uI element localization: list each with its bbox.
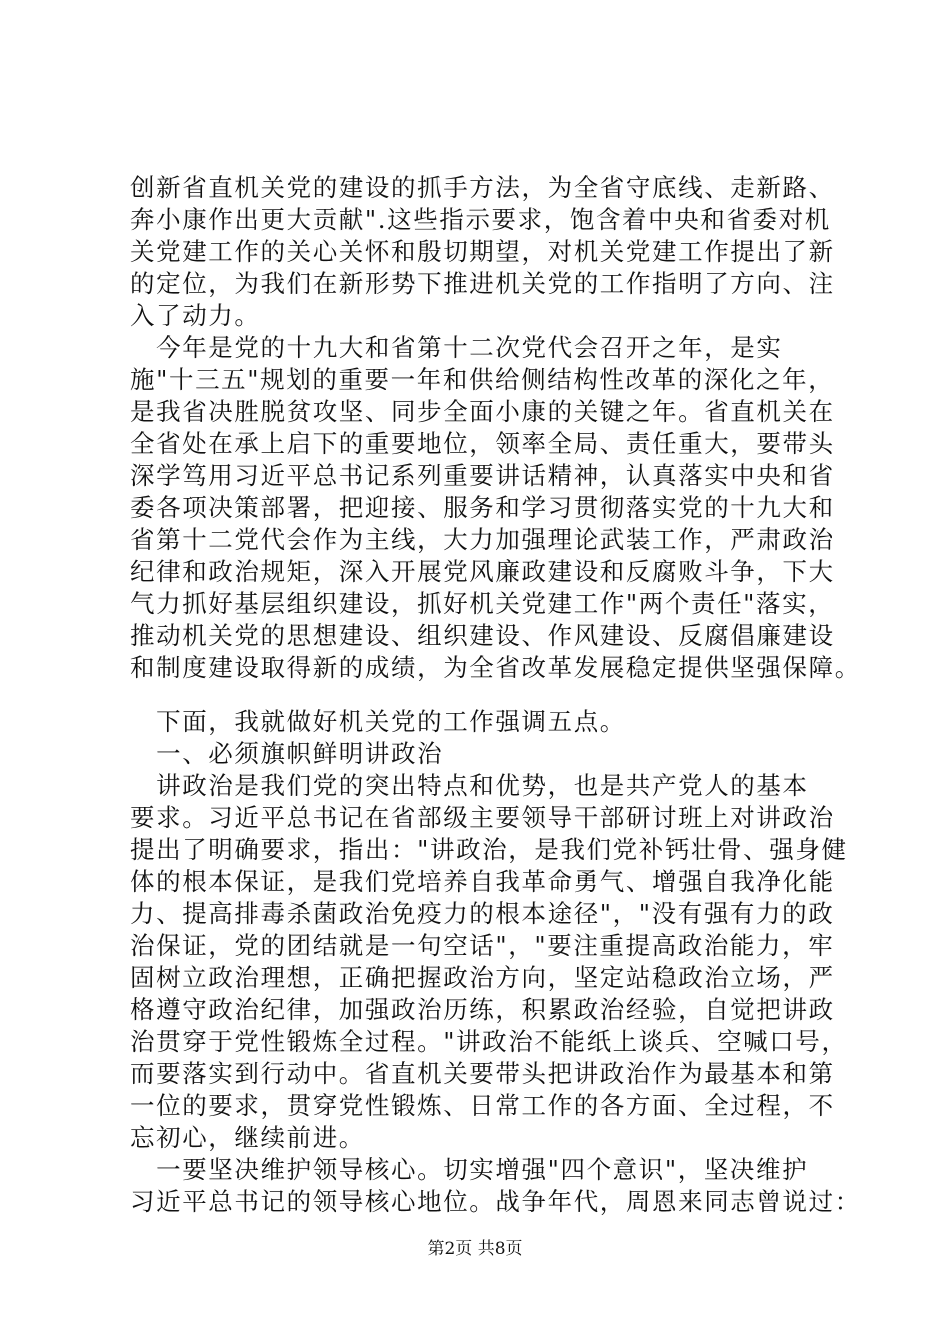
text-line: 委各项决策部署，把迎接、服务和学习贯彻落实党的十九大和 (130, 493, 835, 522)
text-line: 省第十二党代会作为主线，大力加强理论武装工作，严肃政治 (130, 525, 835, 554)
text-line: 治贯穿于党性锻炼全过程。"讲政治不能纸上谈兵、空喊口号， (130, 1027, 848, 1056)
text-line: 奔小康作出更大贡献".这些指示要求，饱含着中央和省委对机 (130, 205, 831, 234)
text-line: 力、提高排毒杀菌政治免疫力的根本途径"，"没有强有力的政 (130, 899, 835, 928)
text-line: 一位的要求，贯穿党性锻炼、日常工作的各方面、全过程，不 (130, 1091, 835, 1120)
text-line: 是我省决胜脱贫攻坚、同步全面小康的关键之年。省直机关在 (130, 397, 835, 426)
document-body (130, 172, 861, 1218)
text-line: 讲政治是我们党的突出特点和优势，也是共产党人的基本 (130, 771, 809, 800)
text-line: 入了动力。 (130, 301, 261, 330)
text-line: 推动机关党的思想建设、组织建设、作风建设、反腐倡廉建设 (130, 621, 835, 650)
text-line: 一要坚决维护领导核心。切实增强"四个意识"，坚决维护 (130, 1155, 809, 1184)
text-line: 要求。习近平总书记在省部级主要领导干部研讨班上对讲政治 (130, 803, 835, 832)
text-line: 今年是党的十九大和省第十二次党代会召开之年，是实 (130, 333, 783, 362)
text-line: 创新省直机关党的建设的抓手方法，为全省守底线、走新路、 (130, 173, 835, 202)
section-heading: 一、必须旗帜鲜明讲政治 (130, 739, 444, 768)
text-line: 格遵守政治纪律，加强政治历练，积累政治经验，自觉把讲政 (130, 995, 835, 1024)
text-line: 关党建工作的关心关怀和殷切期望，对机关党建工作提出了新 (130, 237, 835, 266)
text-line: 纪律和政治规矩，深入开展党风廉政建设和反腐败斗争，下大 (130, 557, 835, 586)
text-line: 而要落实到行动中。省直机关要带头把讲政治作为最基本和第 (130, 1059, 835, 1088)
text-line: 和制度建设取得新的成绩，为全省改革发展稳定提供坚强保障。 (130, 653, 861, 682)
page-number-footer: 第2页 共8页 (427, 1239, 523, 1259)
text-line: 忘初心，继续前进。 (130, 1123, 365, 1152)
text-line: 下面，我就做好机关党的工作强调五点。 (130, 707, 626, 736)
text-line: 提出了明确要求，指出："讲政治，是我们党补钙壮骨、强身健 (130, 835, 848, 864)
paragraph-gap (130, 684, 850, 706)
text-line: 的定位，为我们在新形势下推进机关党的工作指明了方向、注 (130, 269, 835, 298)
text-line: 习近平总书记的领导核心地位。战争年代，周恩来同志曾说过： (130, 1187, 861, 1216)
text-line: 固树立政治理想，正确把握政治方向，坚定站稳政治立场，严 (130, 963, 835, 992)
text-line: 深学笃用习近平总书记系列重要讲话精神，认真落实中央和省 (130, 461, 835, 490)
text-line: 治保证，党的团结就是一句空话"，"要注重提高政治能力，牢 (130, 931, 835, 960)
text-line: 体的根本保证，是我们党培养自我革命勇气、增强自我净化能 (130, 867, 835, 896)
text-line: 全省处在承上启下的重要地位，领率全局、责任重大，要带头 (130, 429, 835, 458)
text-line: 气力抓好基层组织建设，抓好机关党建工作"两个责任"落实， (130, 589, 835, 618)
text-line: 施"十三五"规划的重要一年和供给侧结构性改革的深化之年， (130, 365, 835, 394)
